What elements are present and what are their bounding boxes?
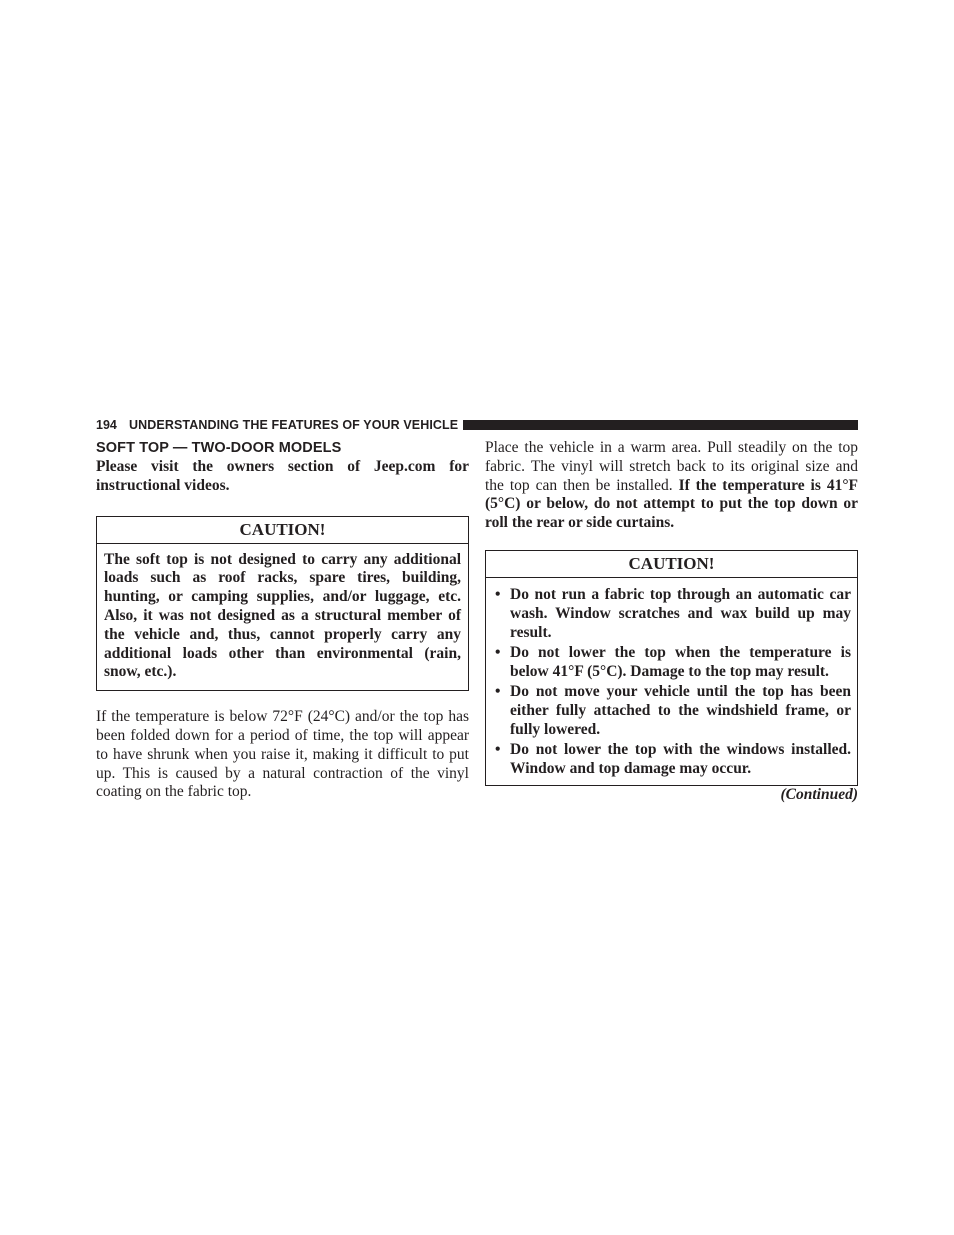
intro-text: Please visit the owners section of Jeep.com for instructional videos. [96, 458, 469, 494]
right-column [485, 439, 858, 805]
caution-item-text: Do not run a fabric top through an automatic car wash. Window scratches and wax build up may result. [510, 585, 851, 641]
caution-item [492, 644, 851, 682]
caution-item-text: Do not lower the top when the temperature is below 41°F (5°C). Damage to the top may result. [510, 643, 851, 680]
page-number: 194 [96, 418, 117, 432]
warm-area-paragraph [485, 439, 858, 533]
left-column [96, 439, 469, 802]
warm-area-text: Place the vehicle in a warm area. Pull steadily on the top fabric. The vinyl will stretch back to its original size and the top can then be installed. [485, 439, 858, 494]
header-rule [463, 420, 858, 430]
bullet-icon: • [495, 682, 501, 700]
temperature-paragraph: If the temperature is below 72°F (24°C) and/or the top has been folded down for a period of time, the top will appear to have shrunk when you raise it, making it difficult to put up. This is caused by a natural contraction of the vinyl coating on the fabric top. [96, 708, 469, 801]
bullet-icon: • [495, 585, 501, 603]
caution-title: CAUTION! [97, 517, 468, 544]
caution-item [492, 741, 851, 779]
caution-item-text: Do not lower the top with the windows installed. Window and top damage may occur. [510, 740, 851, 777]
page-header [96, 417, 858, 433]
continued-label: (Continued) [780, 786, 858, 804]
caution-list [492, 586, 851, 778]
temperature-warning: If the temperature is 41°F (5°C) or below, do not attempt to put the top down or roll the rear or side curtains. [485, 476, 858, 532]
bullet-icon: • [495, 740, 501, 758]
caution-list-wrap [486, 578, 857, 785]
caution-title: CAUTION! [486, 551, 857, 578]
caution-item-text: Do not move your vehicle until the top has been either fully attached to the windshield frame, or fully lowered. [510, 682, 851, 738]
caution-box-left [96, 516, 469, 692]
caution-body: The soft top is not designed to carry any additional loads such as roof racks, spare tires, building, hunting, or camping supplies, and/or luggage, etc. Also, it was not designed as a structural member of the vehicle and, thus, cannot properly carry any additional loads other than environmental (rain, snow, etc.). [104, 550, 461, 681]
chapter-title: UNDERSTANDING THE FEATURES OF YOUR VEHICLE [129, 418, 459, 432]
section-title: SOFT TOP — TWO-DOOR MODELS [96, 440, 342, 456]
bullet-icon: • [495, 643, 501, 661]
caution-box-right [485, 550, 858, 786]
caution-item [492, 586, 851, 642]
caution-item [492, 683, 851, 739]
